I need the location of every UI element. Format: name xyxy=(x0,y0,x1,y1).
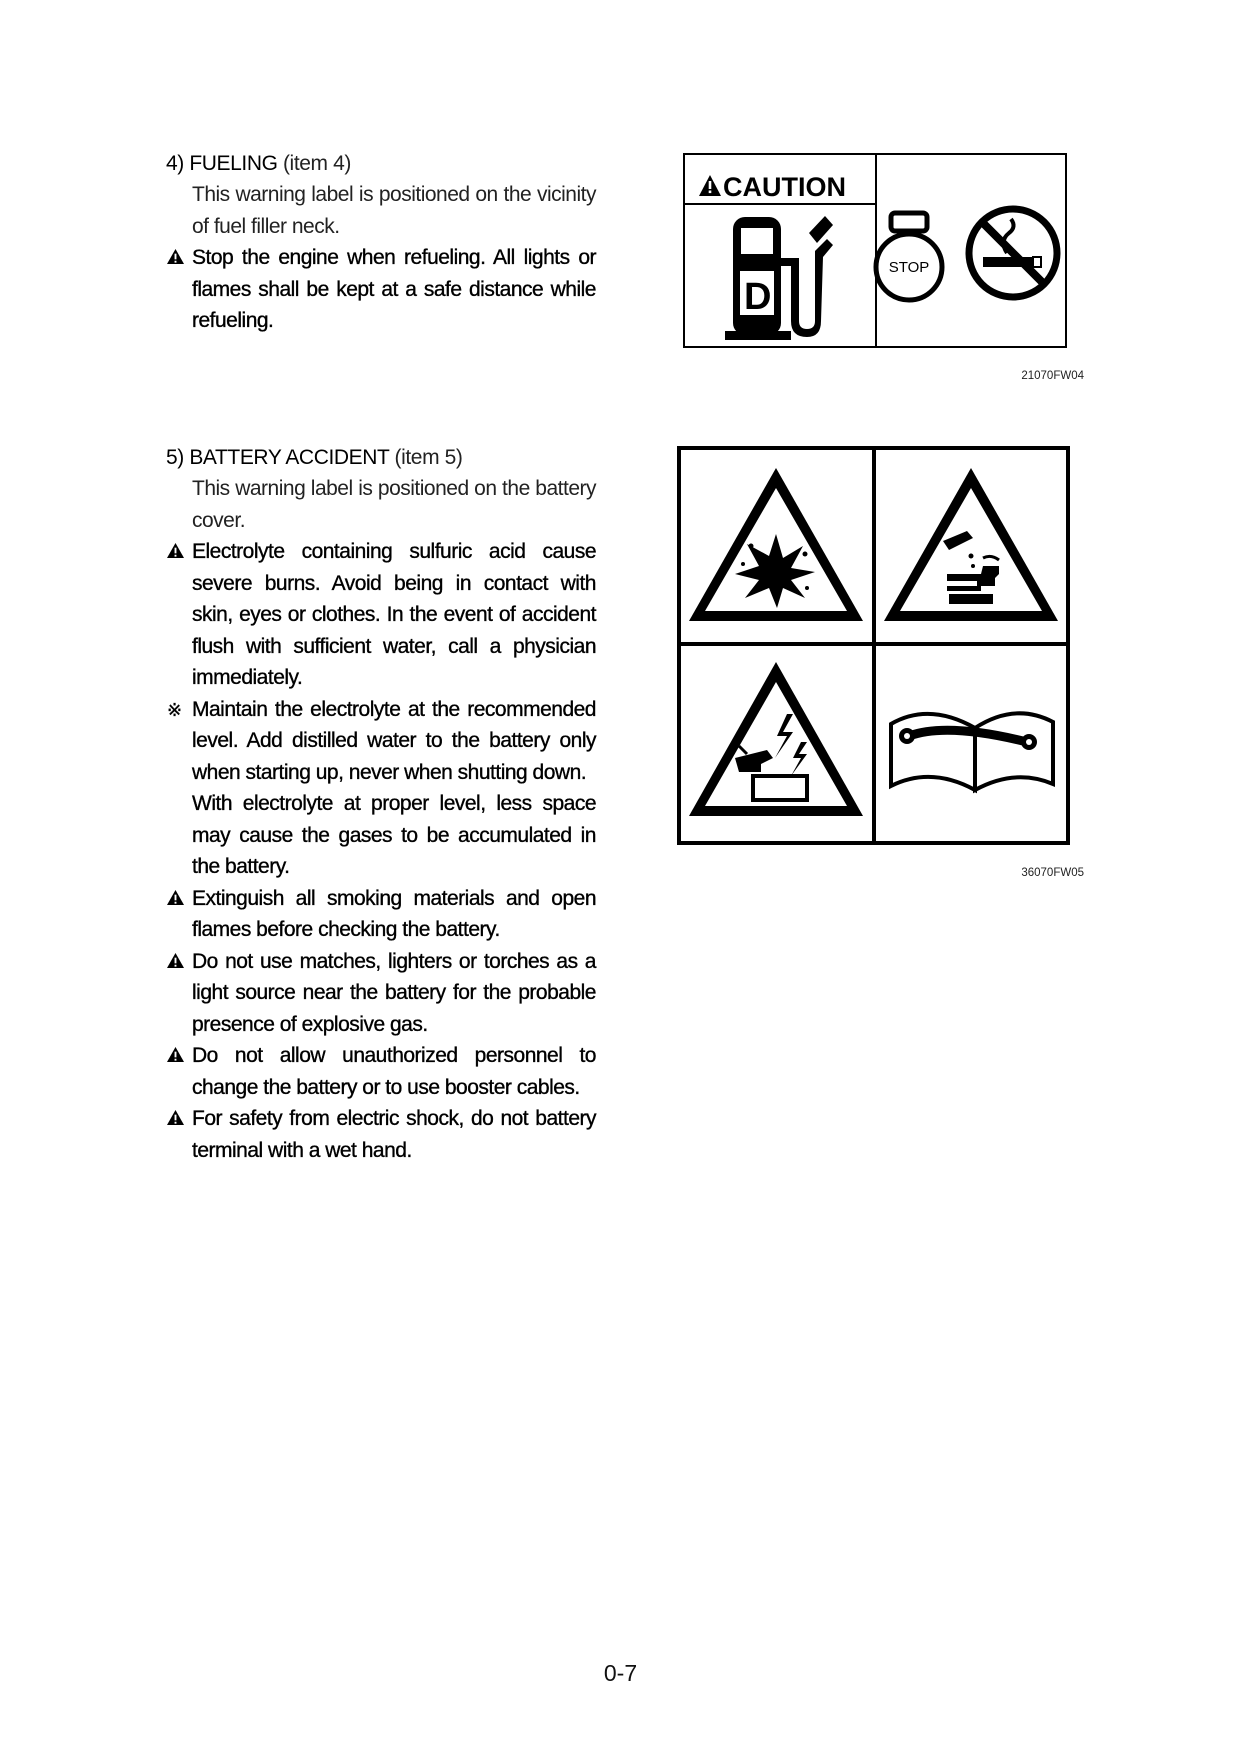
warning-triangle-icon xyxy=(166,1040,190,1073)
section-number: 4) xyxy=(166,152,184,175)
reference-mark-icon: ※ xyxy=(167,699,182,720)
caution-label-figure xyxy=(683,153,1067,348)
page-number: 0-7 xyxy=(603,1660,638,1686)
warning-paragraph: For safety from electric shock, do not battery terminal with a wet hand. xyxy=(166,1103,596,1166)
warning-paragraph: Do not use matches, lighters or torches as a light source near the battery for the probable presence of explosive gas. xyxy=(166,946,596,1041)
section-title: BATTERY ACCIDENT xyxy=(189,446,390,469)
section-heading xyxy=(166,442,596,473)
figure-code: 21070FW04 xyxy=(1021,370,1084,382)
warning-paragraph: Extinguish all smoking materials and open flames before checking the battery. xyxy=(166,883,596,946)
paragraph: This warning label is positioned on the battery cover. xyxy=(192,477,596,532)
warning-paragraph: Electrolyte containing sulfuric acid cause severe burns. Avoid being in contact with skin, eyes or clothes. In the event of accident flush with sufficient water, call a physician immediately. xyxy=(166,536,596,694)
pump-letter: D xyxy=(744,276,772,318)
warning-triangle-icon xyxy=(166,946,190,979)
warning-paragraph: Stop the engine when refueling. All lights or flames shall be kept at a safe distance while refueling. xyxy=(166,242,596,337)
section-item-ref: (item 5) xyxy=(394,446,463,469)
section-number: 5) xyxy=(166,446,184,469)
warning-triangle-icon xyxy=(166,536,190,569)
section-item-ref: (item 4) xyxy=(282,152,351,175)
no-smoking-icon xyxy=(969,209,1057,297)
note-continuation: With electrolyte at proper level, less space may cause the gases to be accumulated in the battery. xyxy=(192,792,596,878)
section-title: FUELING xyxy=(189,152,278,175)
paragraph: This warning label is positioned on the vicinity of fuel filler neck. xyxy=(192,183,596,238)
fuel-pump-icon xyxy=(725,216,833,340)
section-battery-accident xyxy=(166,442,596,1166)
stop-text: STOP xyxy=(888,259,930,276)
battery-warning-label-figure xyxy=(677,446,1070,845)
figure-code: 36070FW05 xyxy=(1021,867,1084,879)
read-manual-icon xyxy=(891,713,1053,790)
caution-text: CAUTION xyxy=(723,172,846,202)
warning-triangle-icon xyxy=(166,242,190,275)
warning-paragraph: Do not allow unauthorized personnel to change the battery or to use booster cables. xyxy=(166,1040,596,1103)
note-paragraph: ※ Maintain the electrolyte at the recommended level. Add distilled water to the battery only when starting up, never when shutting down. xyxy=(166,694,596,789)
section-heading xyxy=(166,148,596,179)
warning-triangle-icon xyxy=(166,1103,190,1136)
warning-triangle-icon xyxy=(166,883,190,916)
section-fueling xyxy=(166,148,596,337)
